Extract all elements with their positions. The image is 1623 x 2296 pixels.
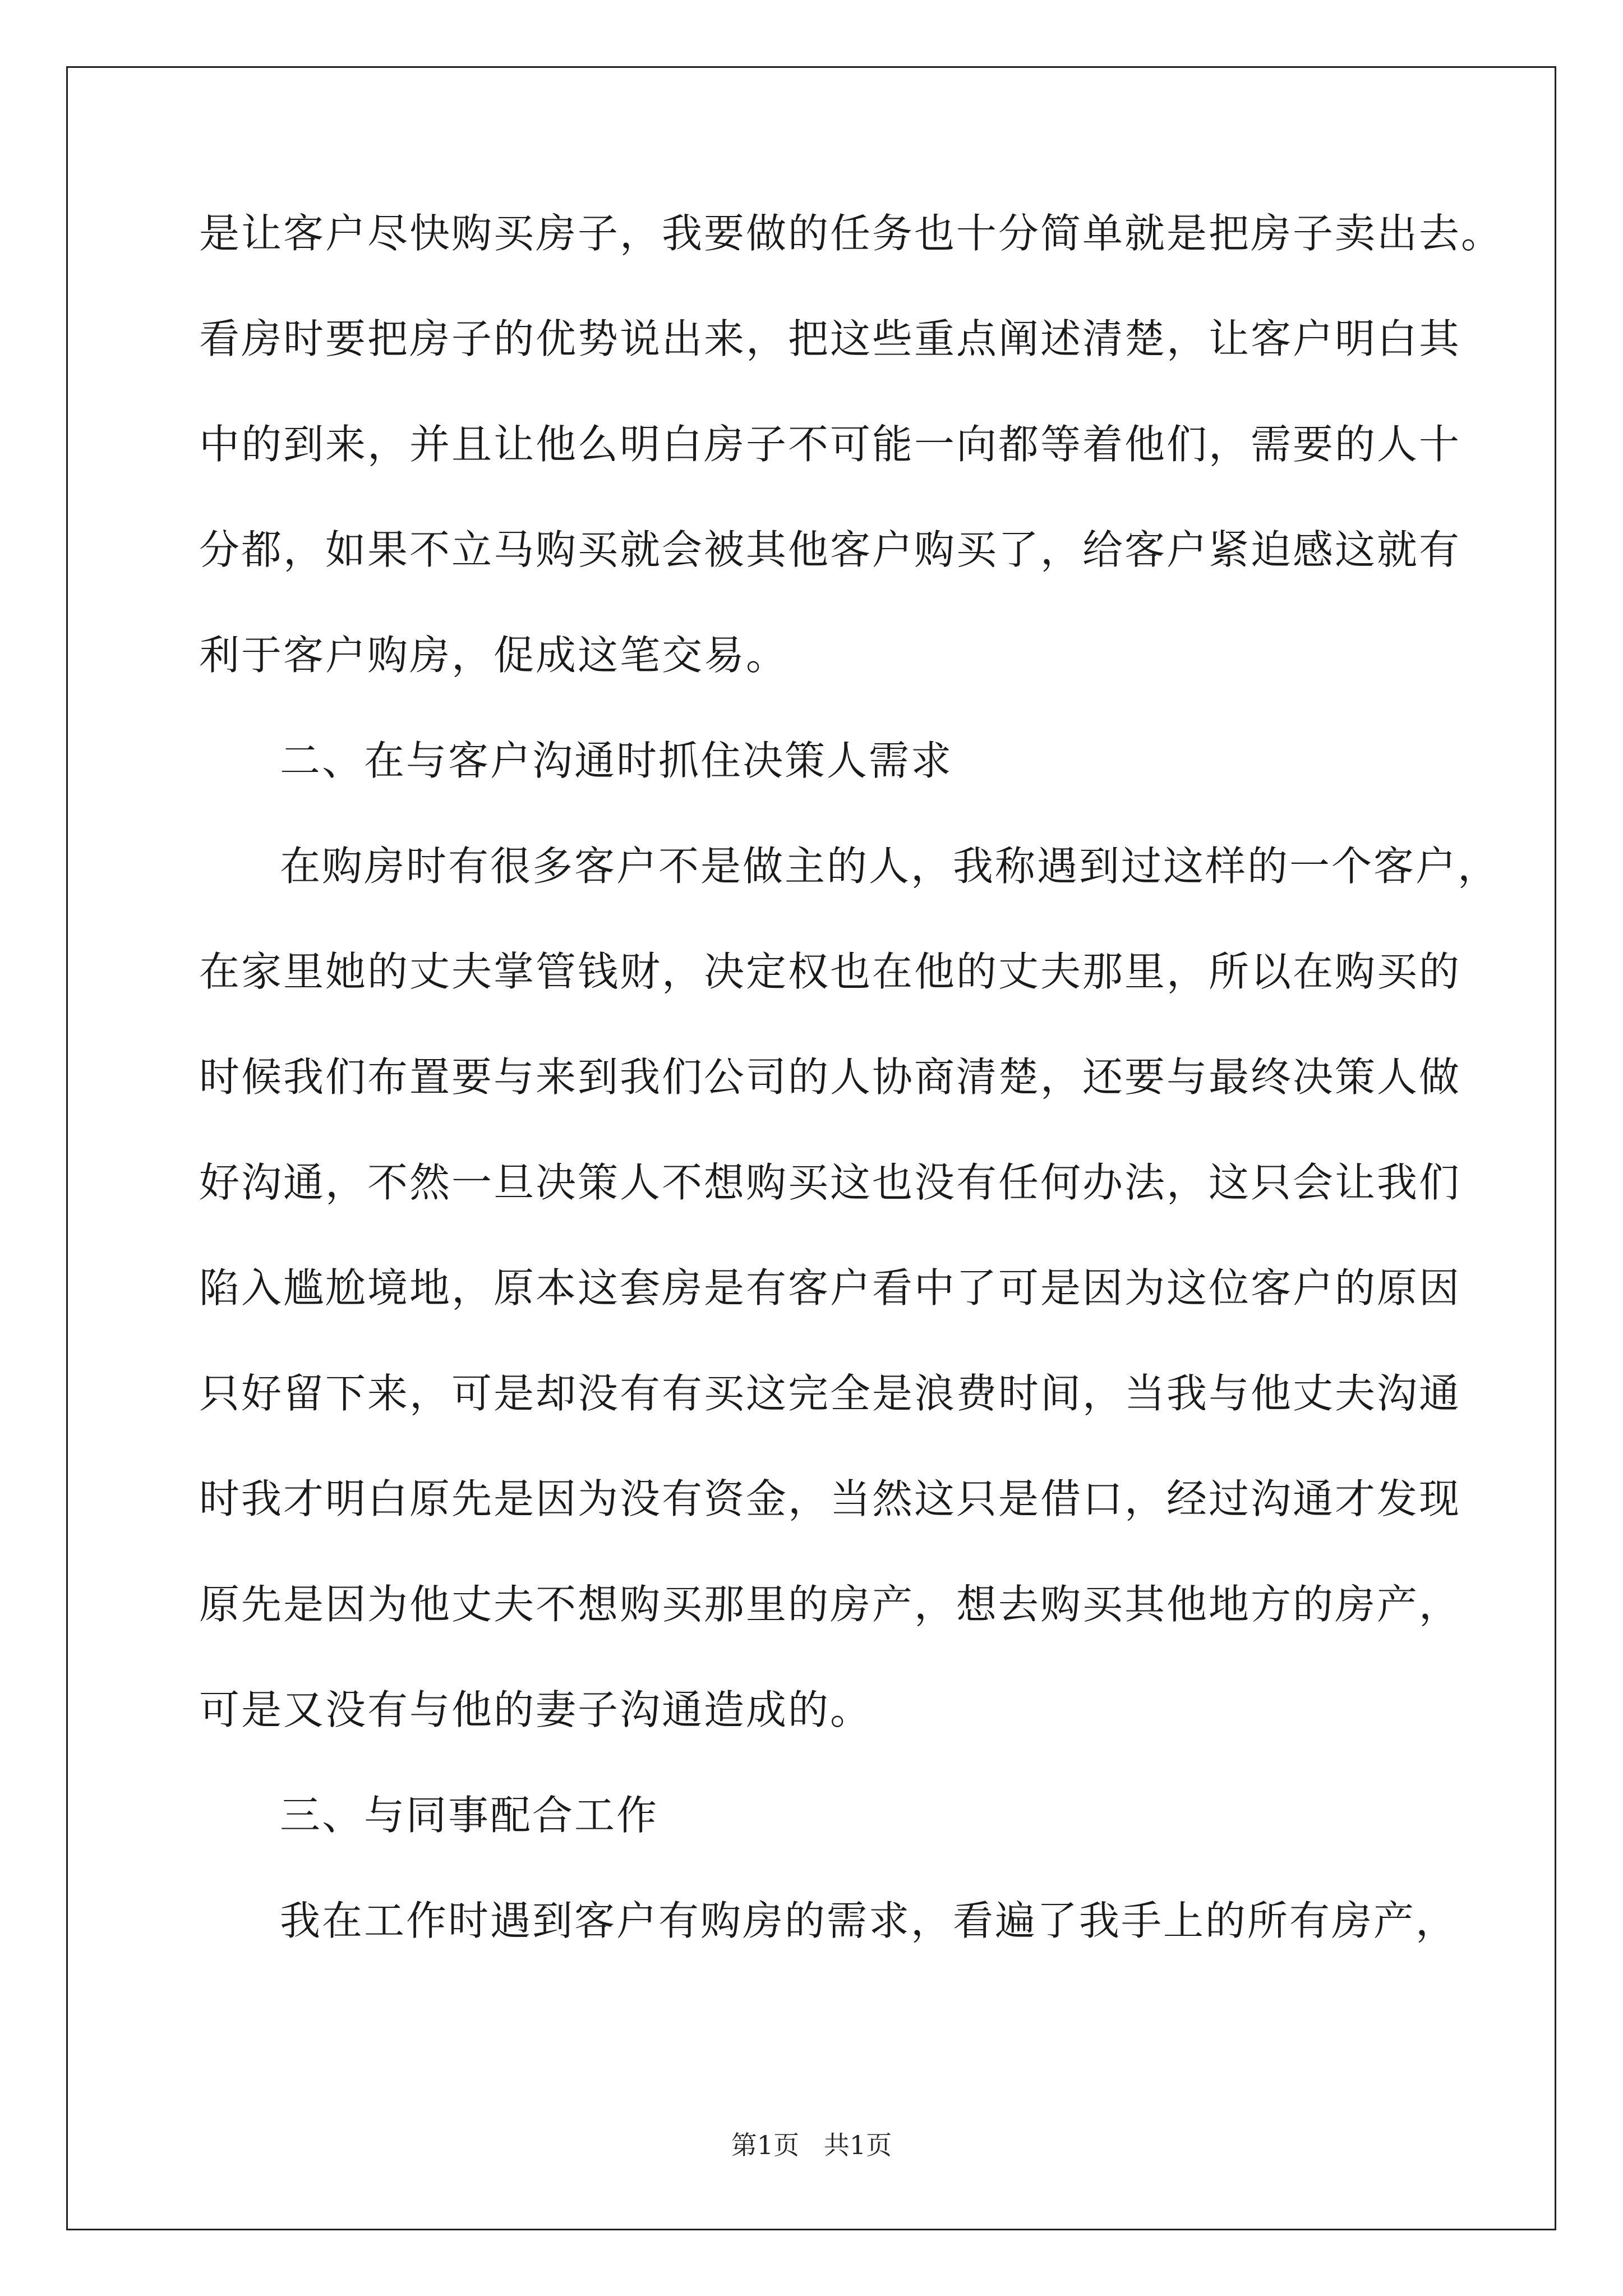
paragraph-line: 原先是因为他丈夫不想购买那里的房产，想去购买其他地方的房产， bbox=[199, 1581, 1461, 1628]
section-heading: 三、与同事配合工作 bbox=[280, 1792, 659, 1839]
paragraph-line: 陷入尴尬境地，原本这套房是有客户看中了可是因为这位客户的原因 bbox=[199, 1264, 1461, 1312]
paragraph-line: 时我才明白原先是因为没有资金，当然这只是借口，经过沟通才发现 bbox=[199, 1475, 1461, 1522]
paragraph-line: 只好留下来，可是却没有有买这完全是浪费时间，当我与他丈夫沟通 bbox=[199, 1370, 1461, 1417]
paragraph-line: 可是又没有与他的妻子沟通造成的。 bbox=[199, 1686, 873, 1733]
paragraph-line: 中的到来，并且让他么明白房子不可能一向都等着他们，需要的人十 bbox=[199, 421, 1461, 468]
paragraph-line: 分都，如果不立马购买就会被其他客户购买了，给客户紧迫感这就有 bbox=[199, 526, 1461, 573]
paragraph-line: 在家里她的丈夫掌管钱财，决定权也在他的丈夫那里，所以在购买的 bbox=[199, 948, 1461, 995]
paragraph-line: 利于客户购房，促成这笔交易。 bbox=[199, 632, 789, 679]
section-heading: 二、在与客户沟通时抓住决策人需求 bbox=[280, 737, 953, 784]
paragraph-line: 在购房时有很多客户不是做主的人，我称遇到过这样的一个客户， bbox=[280, 843, 1500, 890]
paragraph-line: 我在工作时遇到客户有购房的需求，看遍了我手上的所有房产， bbox=[280, 1897, 1458, 1944]
paragraph-line: 时候我们布置要与来到我们公司的人协商清楚，还要与最终决策人做 bbox=[199, 1053, 1461, 1101]
paragraph-line: 看房时要把房子的优势说出来，把这些重点阐述清楚，让客户明白其 bbox=[199, 315, 1461, 362]
paragraph-line: 好沟通，不然一旦决策人不想购买这也没有任何办法，这只会让我们 bbox=[199, 1159, 1461, 1206]
page-number-footer: 第1页 共1页 bbox=[731, 2130, 892, 2160]
paragraph-line: 是让客户尽快购买房子，我要做的任务也十分简单就是把房子卖出去。 bbox=[199, 210, 1504, 257]
